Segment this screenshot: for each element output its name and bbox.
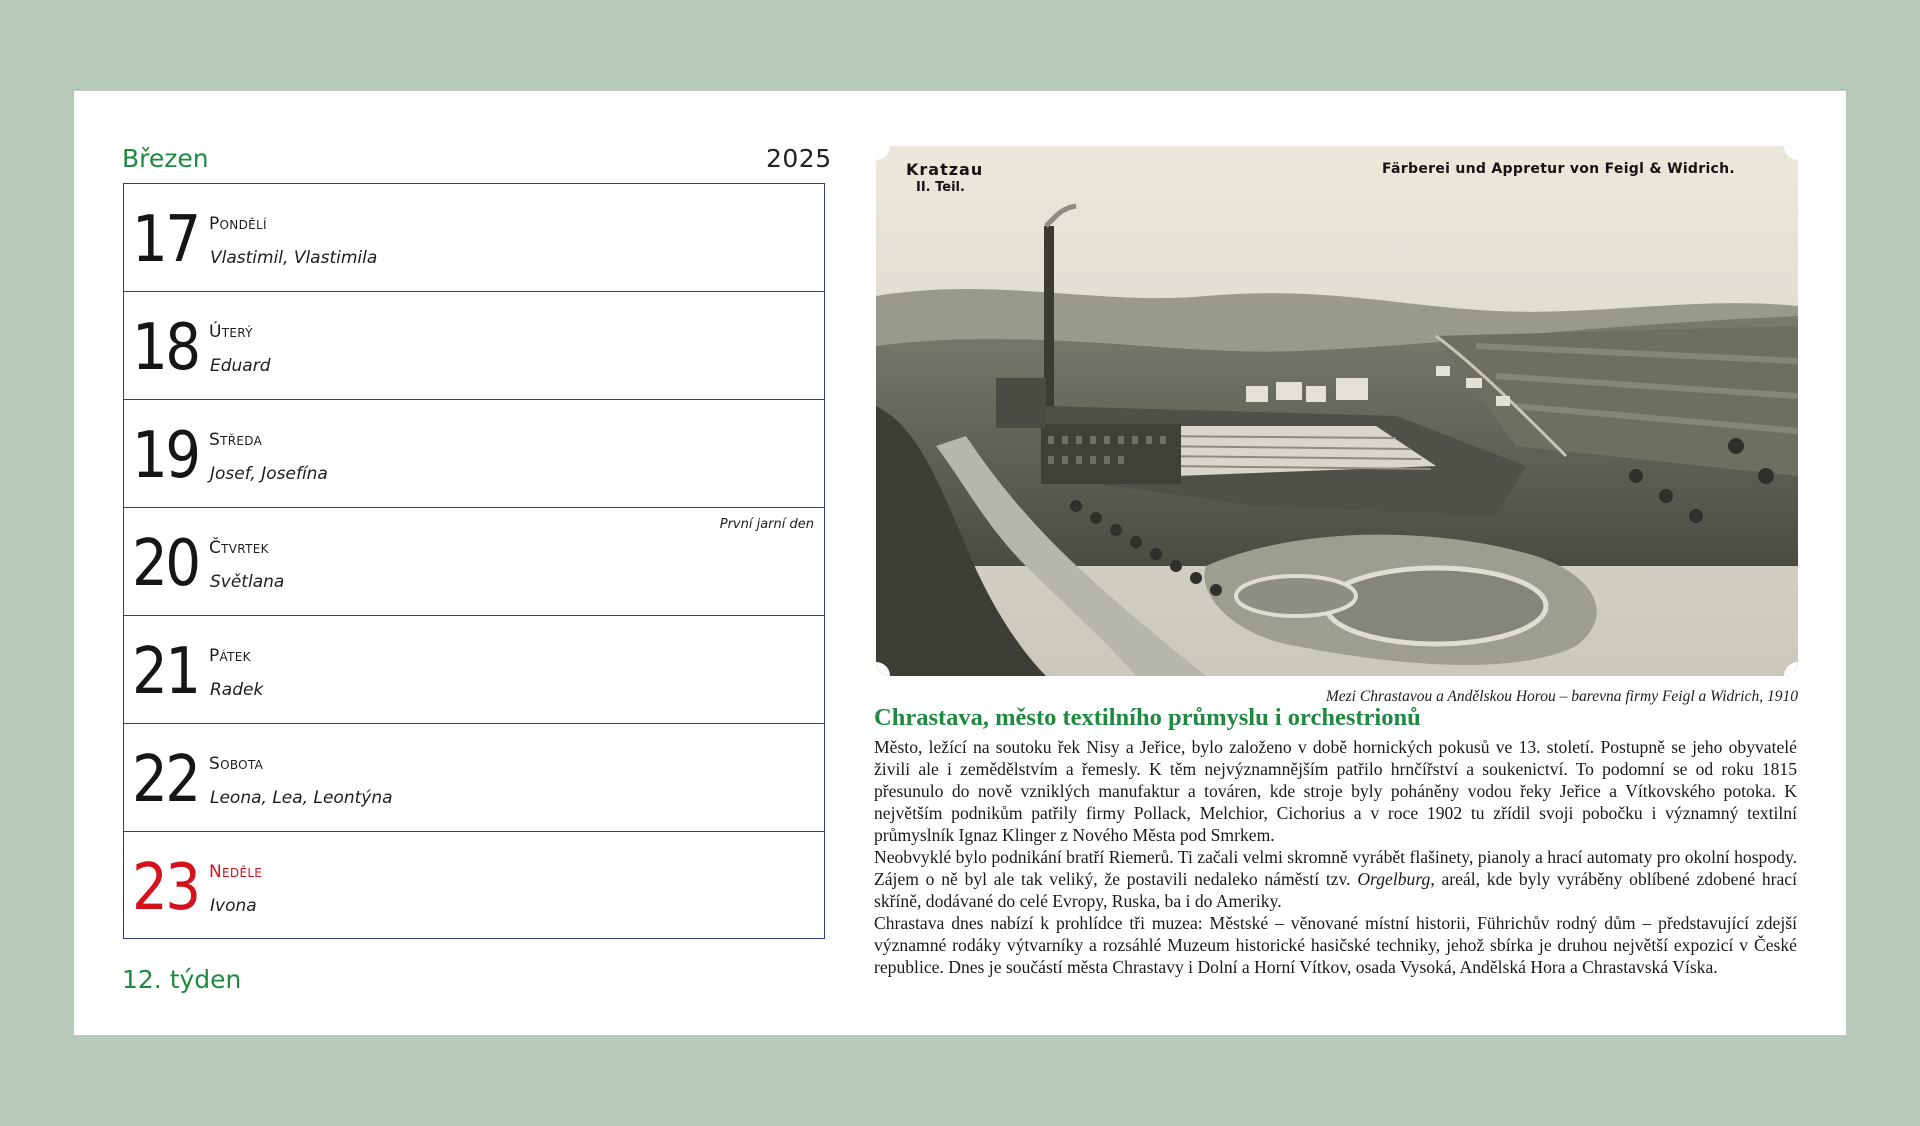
day-name: Sobota [209, 754, 264, 774]
calendar-page [74, 91, 1846, 1035]
day-name: Čtvrtek [209, 538, 269, 558]
name-day: Světlana [210, 572, 285, 592]
name-day: Ivona [210, 896, 257, 916]
article-text: Neobvyklé bylo podnikání bratří Riemerů. Ti začali velmi skromně vyrábět flašinety, pianoly a hrací automaty pro okolní hospody. Zájem o ně byl ale tak veliký, že postavili nedaleko náměstí tzv. [874, 847, 1797, 889]
historical-postcard-photo [876, 146, 1798, 676]
day-name: Pátek [209, 646, 251, 666]
name-day: Radek [210, 680, 264, 700]
day-number: 18 [132, 311, 199, 385]
day-number: 23 [132, 851, 199, 925]
article-text: , areál, kde byly vyráběny oblíbené zdobené hrací skříně, dodávané do celé Evropy, Ruska, ba i do Ameriky. [874, 869, 1797, 911]
day-name: Úterý [209, 322, 253, 342]
day-number: 21 [132, 635, 199, 709]
day-name: Středa [209, 430, 263, 450]
day-row-wednesday [124, 400, 824, 508]
week-number: 12. týden [122, 965, 242, 994]
day-row-sunday [124, 832, 824, 940]
name-day: Leona, Lea, Leontýna [210, 788, 393, 808]
article-body [874, 736, 1797, 978]
factory-landscape-illustration [876, 146, 1798, 676]
name-day: Eduard [210, 356, 271, 376]
week-days-table [123, 183, 825, 939]
article-paragraph: Chrastava dnes nabízí k prohlídce tři muzea: Městské – věnované místní historii, Führichův rodný dům – představující zdejší významné rodáky výtvarníky a rozsáhlé Muzeum historické hasičské techniky, jehož sbírka je druhou největší expozicí v České republice. Dnes je součástí města Chrastavy i Dolní a Horní Vítkov, osada Vysoká, Andělská Hora a Chrastavská Víska. [874, 913, 1797, 977]
day-row-friday [124, 616, 824, 724]
year-label: 2025 [766, 144, 832, 173]
day-number: 17 [132, 203, 199, 277]
day-row-monday [124, 184, 824, 292]
article-paragraph [874, 846, 1797, 912]
day-row-saturday [124, 724, 824, 832]
article-title: Chrastava, město textilního průmyslu i orchestrionů [874, 704, 1421, 731]
month-label: Březen [122, 144, 209, 173]
photo-caption: Mezi Chrastavou a Andělskou Horou – barevna firmy Feigl a Widrich, 1910 [1325, 688, 1798, 705]
day-name: Neděle [209, 862, 263, 882]
day-row-tuesday [124, 292, 824, 400]
postcard-town-label: Kratzau [906, 160, 984, 179]
name-day: Vlastimil, Vlastimila [210, 248, 378, 268]
day-number: 20 [132, 527, 199, 601]
postcard-part-label: II. Teil. [916, 180, 965, 195]
article-italic-term: Orgelburg [1357, 869, 1431, 889]
day-number: 22 [132, 743, 199, 817]
article-paragraph: Město, ležící na soutoku řek Nisy a Jeřice, bylo založeno v době hornických pokusů ve 13. století. Postupně se jeho obyvatelé živili ale i zemědělstvím a řemesly. K těm nejvýznamnějším patřilo hrnčířství a soukenictví. To podomní se od roku 1815 přesunulo do nově vzniklých manufaktur a továren, kde stroje byly poháněny vodou řeky Jeřice a Vítkovského potoka. K největším podnikům patřily firmy Pollack, Melchior, Cichorius a v roce 1902 tu zřídil svoji pobočku i významný textilní průmyslník Ignaz Klinger z Nového Města pod Smrkem. [874, 737, 1797, 845]
day-name: Pondělí [209, 214, 267, 234]
name-day: Josef, Josefína [210, 464, 328, 484]
postcard-firm-label: Färberei und Appretur von Feigl & Widrich. [1382, 161, 1736, 177]
day-number: 19 [132, 419, 199, 493]
day-row-thursday [124, 508, 824, 616]
day-note: První jarní den [719, 517, 814, 532]
